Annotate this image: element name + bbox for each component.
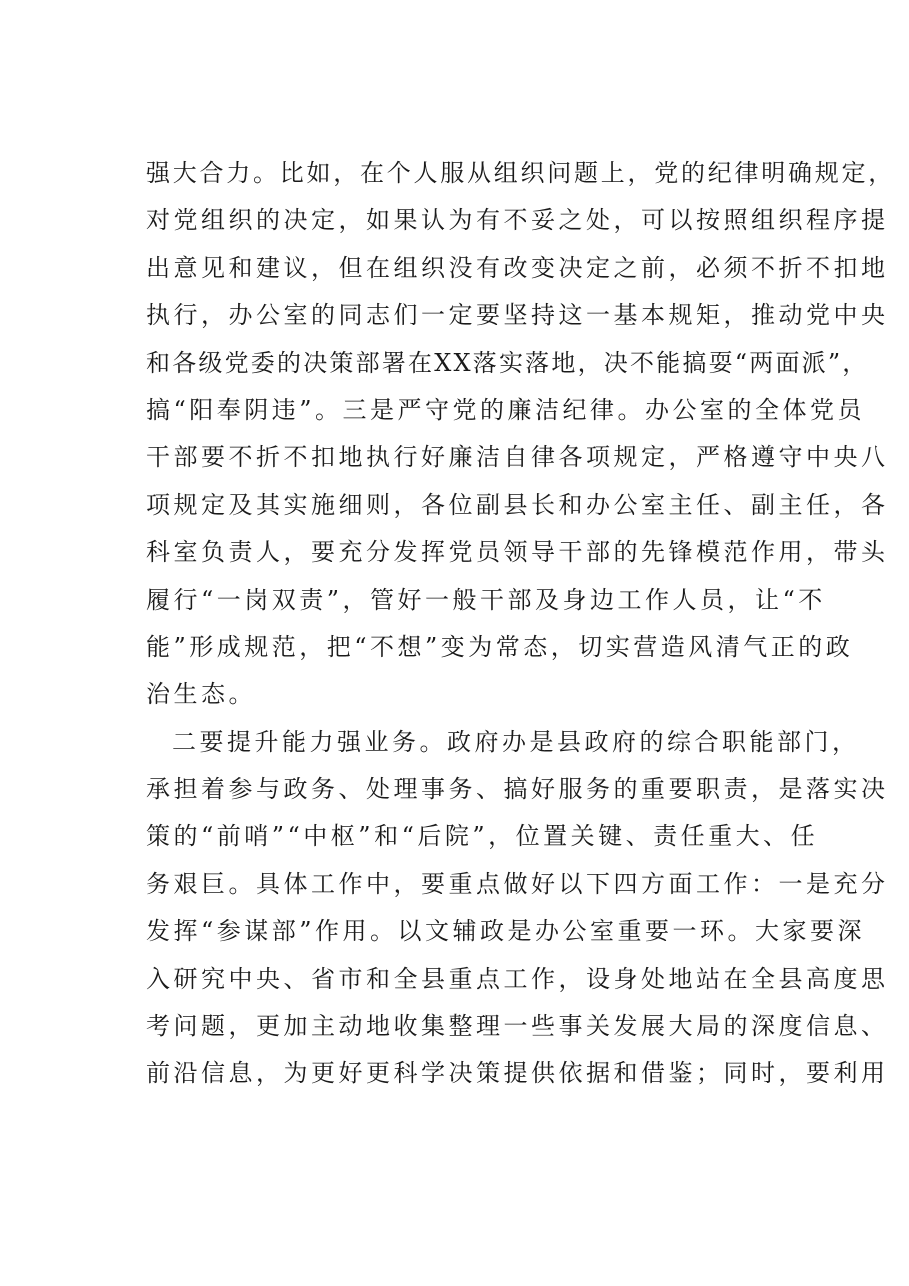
text-line: 科室负责人，要充分发挥党员领导干部的先锋模范作用，带头 (146, 538, 889, 567)
text-line: 出意见和建议，但在组织没有改变决定之前，必须不折不扣地 (146, 253, 889, 282)
text-line: 入研究中央、省市和全县重点工作，设身处地站在全县高度思 (146, 964, 889, 993)
text-line: 对党组织的决定，如果认为有不妥之处，可以按照组织程序提 (146, 206, 889, 235)
paragraph-1 (146, 150, 895, 719)
text-line: 强大合力。比如，在个人服从组织问题上，党的纪律明确规定， (146, 159, 895, 187)
text-line: 搞“阳奉阴违”。三是严守党的廉洁纪律。办公室的全体党员 (146, 395, 866, 424)
text-line: 前沿信息，为更好更科学决策提供依据和借鉴；同时，要利用 (146, 1059, 889, 1088)
text-line: 履行“一岗双责”，管好一般干部及身边工作人员，让“不 (146, 585, 826, 614)
text-line: 治生态。 (146, 680, 256, 709)
text-line: 和各级党委的决策部署在XX落实落地，决不能搞耍“两面派”， (146, 348, 869, 377)
text-line: 承担着参与政务、处理事务、搞好服务的重要职责，是落实决 (146, 775, 889, 804)
text-line: 策的“前哨”“中枢”和“后院”，位置关键、责任重大、任 (146, 822, 819, 851)
paragraph-2 (146, 719, 889, 1098)
text-line: 能”形成规范，把“不想”变为常态，切实营造风清气正的政 (146, 632, 854, 661)
text-line: 执行，办公室的同志们一定要坚持这一基本规矩，推动党中央 (146, 301, 889, 330)
text-line: 发挥“参谋部”作用。以文辅政是办公室重要一环。大家要深 (146, 917, 866, 946)
text-line: 务艰巨。具体工作中，要重点做好以下四方面工作：一是充分 (146, 869, 889, 898)
text-line: 考问题，更加主动地收集整理一些事关发展大局的深度信息、 (146, 1012, 889, 1041)
document-body (146, 150, 895, 1098)
text-line: 项规定及其实施细则，各位副县长和办公室主任、副主任，各 (146, 490, 889, 519)
text-line: 干部要不折不扣地执行好廉洁自律各项规定，严格遵守中央八 (146, 443, 889, 472)
text-line: 二要提升能力强业务。政府办是县政府的综合职能部门， (172, 727, 860, 756)
